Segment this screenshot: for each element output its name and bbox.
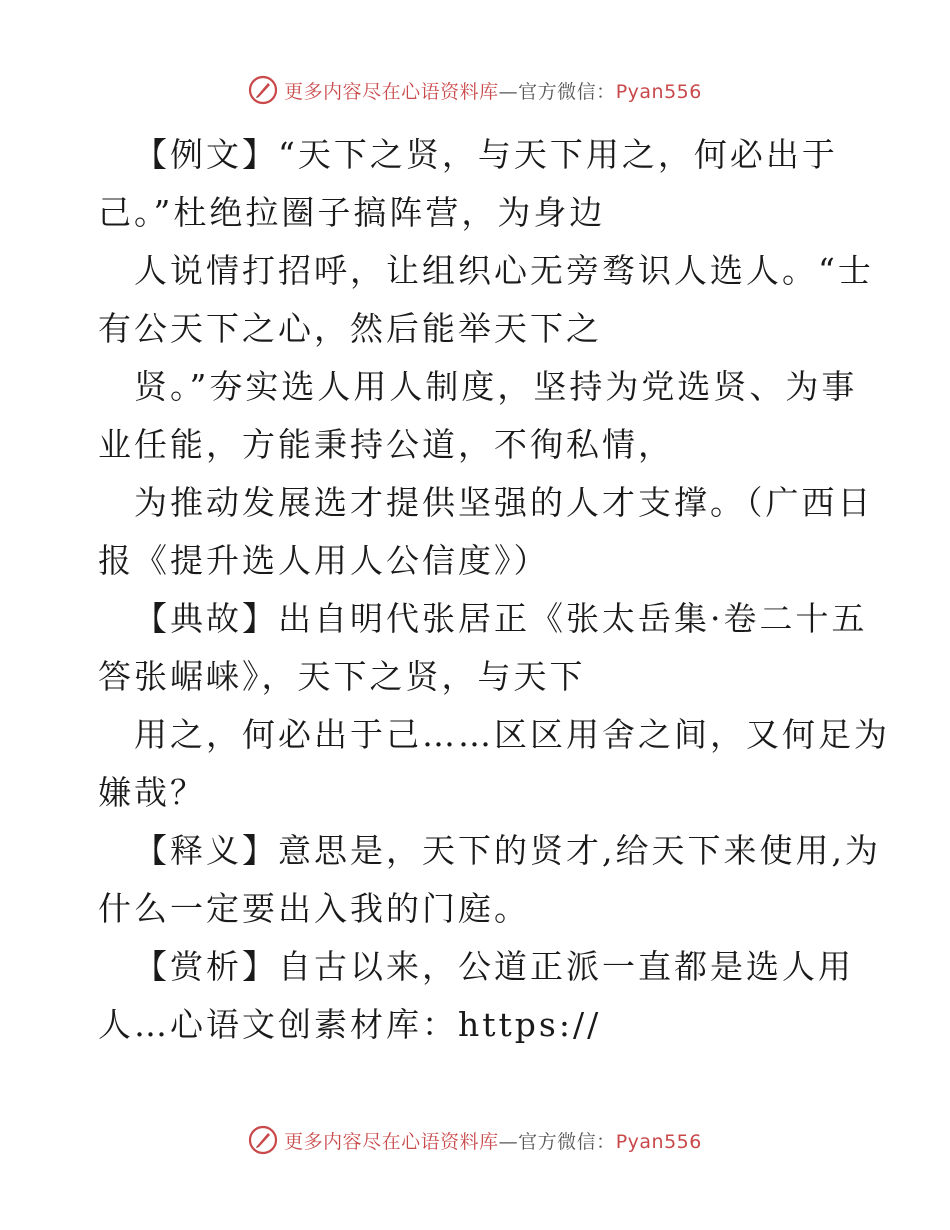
banner-text	[284, 1127, 702, 1154]
text-line: 人说情打招呼，让组织心无旁骛识人选人。“士	[134, 251, 874, 290]
text-line: 业任能，方能秉持公道，不徇私情，	[98, 425, 674, 464]
text-line: 【释义】意思是，天下的贤才,给天下来使用,为	[134, 831, 881, 870]
quill-circle-icon	[248, 75, 278, 105]
header-banner	[0, 72, 950, 108]
banner-main-text: 更多内容尽在心语资料库	[284, 1130, 499, 1153]
text-line: 为推动发展选才提供坚强的人才支撑。（广西日	[134, 483, 874, 522]
text-line: 【赏析】自古以来，公道正派一直都是选人用	[134, 947, 854, 986]
footer-banner	[0, 1122, 950, 1158]
quill-circle-icon	[248, 1125, 278, 1155]
text-line: 答张崌崃》，天下之贤，与天下	[98, 657, 586, 696]
text-line: 【例文】“天下之贤，与天下用之，何必出于	[134, 135, 838, 174]
text-line: 用之，何必出于己……区区用舍之间，又何足为	[134, 715, 890, 754]
text-line: 贤。”夯实选人用人制度，坚持为党选贤、为事	[134, 367, 858, 406]
banner-wechat-id: Pyan556	[615, 80, 702, 103]
banner-suffix: 官方微信：	[518, 80, 616, 103]
text-line: 【典故】出自明代张居正《张太岳集·卷二十五	[134, 599, 868, 638]
banner-dash: —	[498, 1130, 519, 1153]
banner-wechat-id: Pyan556	[615, 1130, 702, 1153]
text-line: 什么一定要出入我的门庭。	[98, 889, 530, 928]
banner-text	[284, 77, 702, 104]
banner-suffix: 官方微信：	[518, 1130, 616, 1153]
text-line: 报《提升选人用人公信度》）	[98, 541, 550, 580]
banner-main-text: 更多内容尽在心语资料库	[284, 80, 499, 103]
text-line: 有公天下之心，然后能举天下之	[98, 309, 602, 348]
text-line: 人…心语文创素材库：https://	[98, 1005, 602, 1044]
banner-dash: —	[498, 80, 519, 103]
text-line: 嫌哉？	[98, 773, 206, 812]
document-body	[98, 126, 890, 1054]
text-line: 己。”杜绝拉圈子搞阵营，为身边	[98, 193, 606, 232]
